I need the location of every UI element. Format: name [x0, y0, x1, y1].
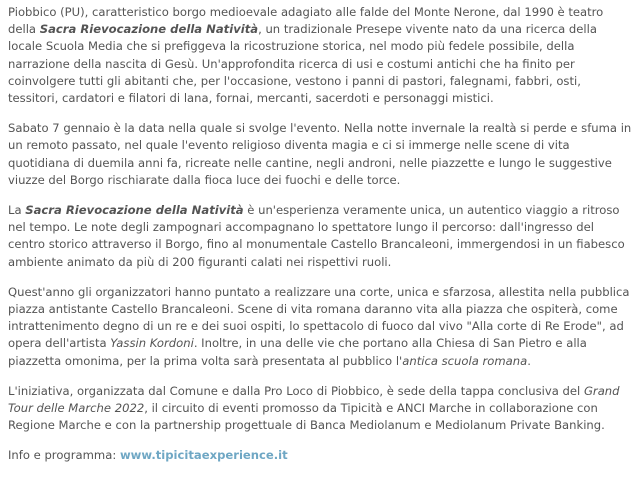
paragraph-experience-text-1: La	[8, 203, 26, 218]
paragraph-intro-text-2: , un tradizionale Presepe vivente nato da una ricerca della locale Scuola Media che si prefiggeva la ricostruzione storica, nel modo più fedele possibile, della narrazione della nascita di Gesù. Un'approfondita ricerca di usi e costumi antichi che ha finito per coinvolgere tutti gli abitanti che, per l'occasione, vestono i panni di pastori, falegnami, fabbri, osti, tessitori, cardatori e filatori di lana, fornai, mercanti, sacerdoti e personaggi mistici.	[8, 22, 597, 106]
paragraph-initiative	[8, 383, 633, 435]
paragraph-court-text-3: .	[527, 353, 531, 368]
event-name-emphasis-2: Sacra Rievocazione della Natività	[25, 203, 244, 218]
tipicita-link[interactable]: www.tipicitaexperience.it	[119, 448, 288, 463]
artist-name: Yassin Kordoni	[110, 336, 194, 351]
paragraph-court-text-1: Quest'anno gli organizzatori hanno puntato a realizzare una corte, unica e sfarzosa, allestita nella pubblica piazza antistante Castello Brancaleoni. Scene di vita romana daranno vita alla piazza che ospiterà, come intrattenimento degno di un re e dei suoi ospiti, lo spettacolo di fuoco dal vivo "Alla corte di Re Erode", ad opera dell'artista	[8, 284, 630, 351]
paragraph-initiative-text-2: , il circuito di eventi promosso da Tipicità e ANCI Marche in collaborazione con Regione Marche e con la partnership progettuale di Banca Mediolanum e Mediolanum Private Banking.	[8, 401, 605, 433]
paragraph-experience	[8, 202, 633, 271]
paragraph-court-text-2: . Inoltre, in una delle vie che portano alla Chiesa di San Pietro e alla piazzetta omonima, per la prima volta sarà presentata al pubblico l'	[8, 336, 587, 368]
roman-school-emphasis: antica scuola romana	[402, 353, 528, 368]
info-label: Info e programma:	[8, 448, 120, 463]
grand-tour-emphasis: Grand Tour delle Marche 2022	[8, 383, 620, 416]
paragraph-date: Sabato 7 gennaio è la data nella quale si svolge l'evento. Nella notte invernale la realtà si perde e sfuma in un remoto passato, nel quale l'evento religioso diventa magia e ci si immerge nelle scene di vita quotidiana di duemila anni fa, ricreate nelle cantine, negli androni, nelle piazzette e lungo le suggestive viuzze del Borgo rischiarate dalla fioca luce dei fuochi e delle torce.	[8, 121, 632, 187]
paragraph-intro	[8, 4, 633, 107]
paragraph-intro-text-1: Piobbico (PU), caratteristico borgo medioevale adagiato alle falde del Monte Nerone, dal 1990 è teatro della	[8, 5, 604, 37]
paragraph-initiative-text-1: L'iniziativa, organizzata dal Comune e dalla Pro Loco di Piobbico, è sede della tappa conclusiva del	[8, 383, 584, 398]
paragraph-experience-text-2: è un'esperienza veramente unica, un autentico viaggio a ritroso nel tempo. Le note degli zampognari accompagnano lo spettatore lungo il percorso: dall'ingresso del centro storico attraverso il Borgo, fino al monumentale Castello Brancaleoni, immergendosi in un fiabesco ambiente animato da più di 200 figuranti calati nei rispettivi ruoli.	[8, 203, 625, 269]
info-line	[8, 447, 633, 464]
paragraph-court	[8, 284, 633, 370]
event-name-emphasis: Sacra Rievocazione della Natività	[39, 22, 259, 37]
